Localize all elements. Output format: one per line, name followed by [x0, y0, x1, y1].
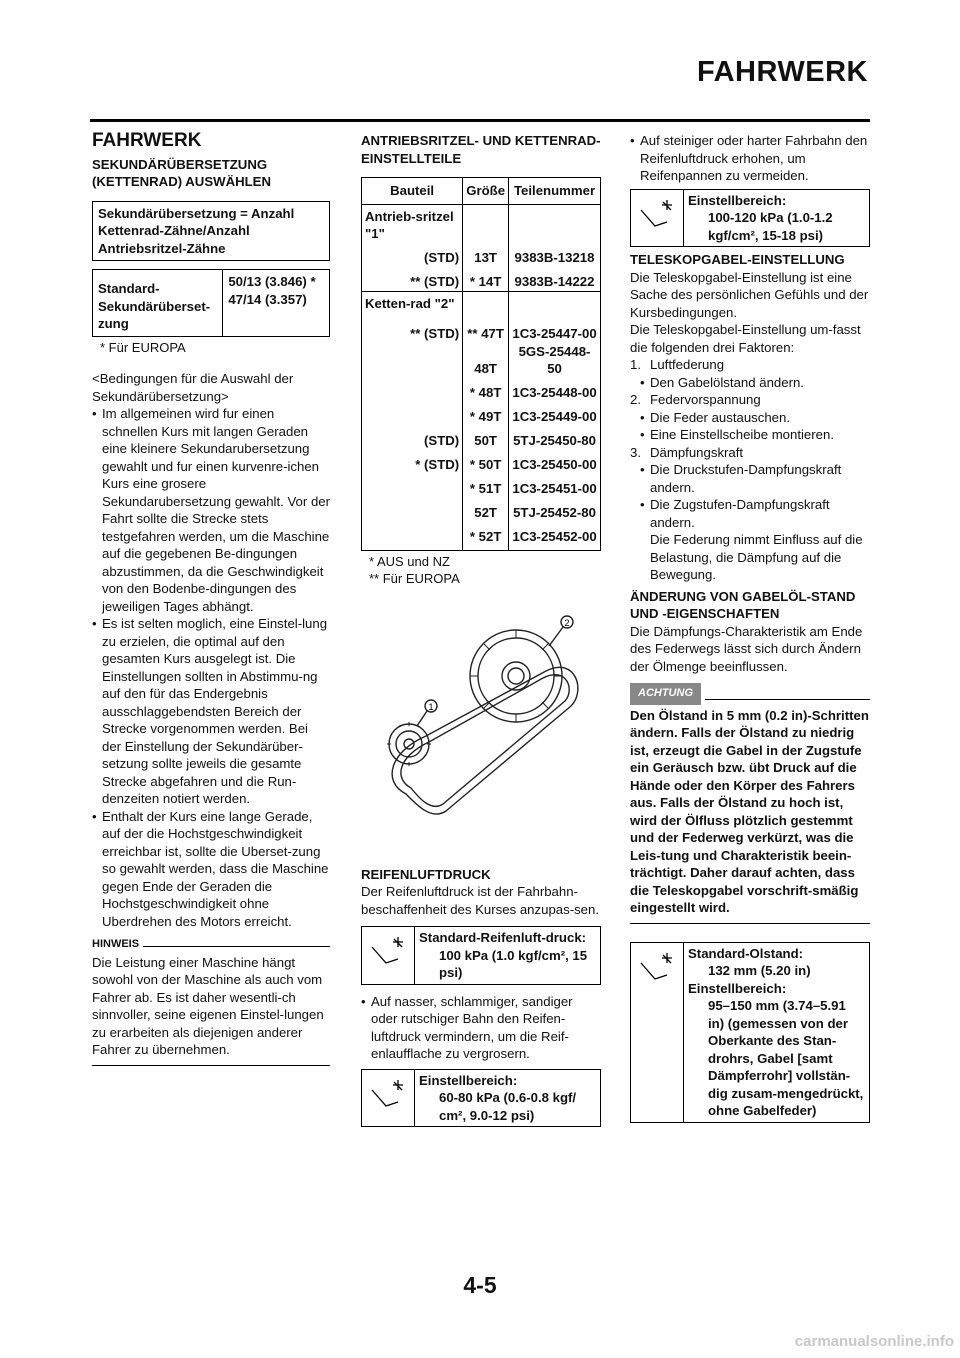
oil-range-label: Einstellbereich:	[688, 980, 787, 996]
section-title: FAHRWERK	[92, 130, 202, 151]
table-header-row	[362, 178, 601, 205]
achtung-label	[630, 683, 870, 705]
wrench-icon	[362, 927, 415, 984]
formula-box	[92, 201, 330, 262]
column-1	[92, 126, 330, 1066]
sub-bullet: • Den Gabelölstand ändern.	[640, 374, 870, 392]
table-row: 48T 5GS-25448-50	[362, 343, 601, 378]
table-row: 52T 5TJ-25452-80	[362, 498, 601, 522]
tire-spec-label: Standard-Reifenluft-druck:	[419, 930, 587, 945]
column-3	[630, 126, 870, 1123]
header-rule	[90, 119, 870, 122]
table-row: (STD) 13T 9383B-13218	[362, 243, 601, 267]
group-label: Ketten-rad "2"	[362, 291, 463, 319]
bullet-item: • Es ist selten moglich, eine Einstel-lung zu erzielen, die optimal auf den gesamten Kurs ausgelegt ist. Die Einstellungen sollten in Abstimmu-ng auf den für das Endergebnis ausschlaggebendsten Bereich der Strecke vorgenommen werden. Bei der Einstellung der Sekundärüber-setzung sollte jeweils die gesamte Strecke abgefahren und die Run-denzeiten notiert werden.	[92, 615, 330, 808]
heading-tire-pressure: REIFENLUFTDRUCK	[361, 866, 491, 882]
group-label: Antrieb-sritzel "1"	[362, 204, 463, 243]
standard-ratio-value: 50/13 (3.846) * 47/14 (3.357)	[223, 270, 330, 337]
heading-fork-oil: ÄNDERUNG VON GABELÖL-STAND UND -EIGENSCHAFTEN	[630, 588, 856, 621]
bullet-item: • Auf steiniger oder harter Fahrbahn den Reifenluftdruck erhohen, um Reifenpannen zu vermeiden.	[630, 132, 870, 185]
page-header-title: FAHRWERK	[696, 56, 868, 88]
bullet-item: • Auf nasser, schlammiger, sandiger oder rutschiger Bahn den Reifen-luftdruck vermindern, um die Reif-enlaufflache zu vergrosern.	[361, 993, 601, 1063]
table-row: * 52T 1C3-25452-00	[362, 522, 601, 551]
diagram-label-2: 2	[564, 617, 570, 628]
fork-paragraph-1: Die Teleskopgabel-Einstellung ist eine Sache des persönlichen Gefühls und der Kursbedingungen.	[630, 269, 869, 320]
oil-level-label: Standard-Olstand:	[688, 945, 804, 961]
table-row: ** (STD) ** 47T 1C3-25447-00	[362, 319, 601, 343]
list-item: 1. Luftfederung	[630, 357, 725, 372]
heading-gear-ratio: SEKUNDÄRÜBERSETZUNG (KETTENRAD) AUSWÄHLEN	[92, 156, 271, 189]
watermark: carmanualsonline.info	[794, 1333, 954, 1350]
heading-sprocket-parts: ANTRIEBSRITZEL- UND KETTENRAD-EINSTELLTEILE	[361, 133, 601, 166]
sprocket-chain-illustration	[371, 606, 591, 856]
hinweis-label-text: HINWEIS	[92, 938, 140, 950]
achtung-text: Den Ölstand in 5 mm (0.2 in)-Schritten ändern. Falls der Ölstand zu niedrig ist, erzeugt die Gabel in der Zugstufe ein Geräusch bzw. übt Druck auf die Hände oder den Körper des Fahrers aus. Falls der Ölstand zu hoch ist, wird der Ölfluss plötzlich gestemmt und der Federweg verkürzt, was die Leis-tung und Charakteristik beein-trächtigt. Daher darauf achten, dass die Teleskopgabel vorschrift-smäßig eingestellt wird.	[630, 707, 869, 915]
standard-ratio-box	[92, 269, 330, 337]
col-header: Teilenummer	[509, 178, 601, 205]
oil-level-spec-box	[630, 942, 870, 1123]
sprocket-parts-table	[361, 177, 601, 551]
europe-note: * Für EUROPA	[100, 339, 186, 355]
diagram-label-1: 1	[428, 701, 434, 712]
wrench-icon	[631, 190, 684, 247]
sub-bullet: • Eine Einstellscheibe montieren.	[640, 426, 870, 444]
heading-fork-setting: TELESKOPGABEL-EINSTELLUNG	[630, 252, 845, 267]
table-row: (STD) 50T 5TJ-25450-80	[362, 426, 601, 450]
sub-bullet: • Die Druckstufen-Dampfungskraft andern.	[640, 461, 870, 496]
page-number: 4-5	[463, 1272, 497, 1298]
hinweis-text: Die Leistung einer Maschine hängt sowohl von der Maschine als auch vom Fahrer ab. Es ist daher wesentli-ch sinnvoller, seine eigenen Einstel-lungen zu erarbeiten als diejenigen anderer Fahrer zu übernehmen.	[92, 954, 324, 1057]
hard-track-spec-box	[630, 189, 870, 248]
list-item: 3. Dämpfungskraft	[630, 444, 744, 460]
bullet-item: • Im allgemeinen wird fur einen schnellen Kurs mit langen Geraden eine kleinere Sekundarubersetzung gewahlt und fur einen kurvenre-ichen Kurs eine grosere Sekundarubersetzung gewahlt. Vor der Fahrt sollte die Strecke stets testgefahren werden, um die Maschine auf die gegebenen Be-dingungen abzustimmen, da die Geschwindigkeit von den Bodenbe-dingungen des jeweiligen Tages abhängt.	[92, 405, 330, 615]
column-2	[361, 126, 601, 1127]
formula-text: Sekundärübersetzung = Anzahl Kettenrad-Zähne/Anzahl Antriebsritzel-Zähne	[93, 201, 330, 261]
fork-oil-text: Die Dämpfungs-Charakteristik am Ende des Federwegs lässt sich durch Ändern der Ölmenge beeinflussen.	[630, 623, 863, 674]
warning-badge: ACHTUNG	[630, 683, 701, 705]
list-item: 2. Federvorspannung	[630, 392, 761, 407]
hinweis-end-rule	[92, 1065, 330, 1066]
tire-range-box	[361, 1069, 601, 1128]
table-row: * 51T 1C3-25451-00	[362, 474, 601, 498]
tire-range-label: Einstellbereich:	[419, 1072, 518, 1088]
europe-note-2: ** Für EUROPA	[369, 571, 460, 586]
damping-note: Die Federung nimmt Einfluss auf die Belastung, die Dämpfung auf die Bewegung.	[650, 532, 863, 582]
conditions-intro: <Bedingungen für die Auswahl der Sekundärübersetzung>	[92, 371, 294, 404]
bullet-item: • Enthalt der Kurs eine lange Gerade, auf der die Hochstgeschwindigkeit erreichbar ist, sollte die Uberset-zung so gewahlt werden, dass die Maschine gegen Ende der Geraden die Hochstgeschwindigkeit ohne Uberdrehen des Motors erreicht.	[92, 808, 330, 931]
tire-spec-value: 100 kPa (1.0 kgf/cm², 15 psi)	[439, 947, 588, 980]
table-row: * (STD) * 50T 1C3-25450-00	[362, 450, 601, 474]
sub-bullet: • Die Zugstufen-Dampfungskraft andern.	[640, 496, 870, 531]
tire-spec-box	[361, 926, 601, 985]
sprocket-chain-diagram	[361, 606, 601, 856]
hard-track-spec-value: 100-120 kPa (1.0-1.2 kgf/cm², 15-18 psi)	[708, 210, 833, 243]
standard-ratio-label: Standard-Sekundärüberset-zung	[93, 270, 223, 337]
hard-track-spec-label: Einstellbereich:	[688, 192, 787, 208]
oil-level-value: 132 mm (5.20 in)	[708, 963, 811, 978]
col-header: Bauteil	[362, 178, 463, 205]
table-row: * 48T 1C3-25448-00	[362, 378, 601, 402]
oil-range-value: 95–150 mm (3.74–5.91 in) (gemessen von der Oberkante des Stan-drohrs, Gabel [samt Dämpferrohr] vollstän-dig zusam-mengedrückt, ohne Gabelfeder)	[708, 998, 864, 1118]
sub-bullet: • Die Feder austauschen.	[640, 409, 870, 427]
table-row: * 49T 1C3-25449-00	[362, 402, 601, 426]
tire-text: Der Reifenluftdruck ist der Fahrbahn-beschaffenheit des Kurses anzupas-sen.	[361, 884, 600, 917]
col-header: Größe	[463, 178, 509, 205]
achtung-end-rule	[630, 923, 870, 924]
wrench-icon	[631, 943, 684, 1122]
hinweis-label	[92, 936, 330, 954]
tire-range-value: 60-80 kPa (0.6-0.8 kgf/ cm², 9.0-12 psi)	[439, 1090, 577, 1123]
wrench-icon	[362, 1070, 415, 1127]
aus-nz-note: * AUS und NZ	[369, 553, 450, 569]
fork-paragraph-2: Die Teleskopgabel-Einstellung um-fasst die folgenden drei Faktoren:	[630, 322, 861, 355]
table-row: ** (STD) * 14T 9383B-14222	[362, 267, 601, 292]
